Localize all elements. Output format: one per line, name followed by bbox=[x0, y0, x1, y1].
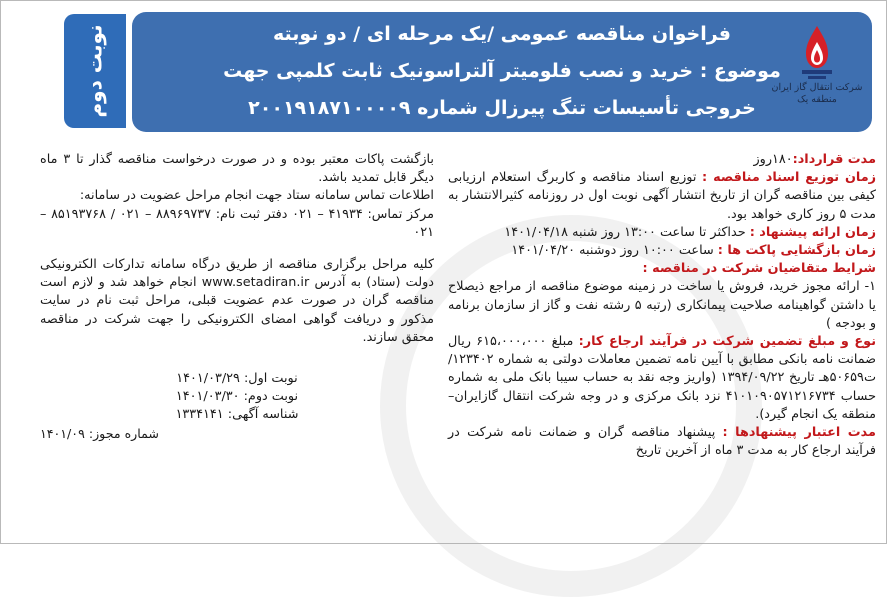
logo-text-region: منطقه یک bbox=[797, 94, 837, 105]
conditions-label: شرایط متقاضیان شرکت در مناقصه : bbox=[642, 261, 876, 277]
flame-emblem-icon bbox=[794, 24, 840, 82]
left-column bbox=[40, 151, 434, 443]
submission-paragraph bbox=[448, 224, 876, 242]
process-text-before: کلیه مراحل برگزاری مناقصه از طریق درگاه سامانه تدارکات الکترونیکی دولت (ستاد) به آدرس bbox=[40, 257, 434, 291]
conditions-text: ۱- ارائه مجوز خرید، فروش یا ساخت در زمینه موضوع مناقصه از مراجع ذیصلاح یا داشتن گواهینامه صلاحیت پیمانکاری (رتبه ۵ رشته نفت و گاز از سازمان برنامه و بودجه ) bbox=[448, 279, 876, 331]
first-round-date: نوبت اول: ۱۴۰۱/۰۳/۲۹ bbox=[176, 371, 298, 387]
guarantee-label: نوع و مبلغ تضمین شرکت در فرآیند ارجاع کار: bbox=[578, 334, 876, 350]
submission-text: حداکثر تا ساعت ۱۳:۰۰ روز شنبه ۱۴۰۱/۰۴/۱۸ bbox=[504, 224, 746, 240]
right-column bbox=[448, 151, 876, 460]
opening-label: زمان بازگشایی پاکت ها : bbox=[717, 243, 876, 259]
duration-label: مدت قرارداد: bbox=[792, 152, 876, 167]
continuation-text: بازگشت پاکات معتبر بوده و در صورت درخواست مناقصه گذار تا ۳ ماه دیگر قابل تمدید باشد. bbox=[40, 152, 434, 186]
ad-id: شناسه آگهی: ۱۳۳۴۱۴۱ bbox=[175, 407, 299, 423]
round-tab-label: نوبت دوم bbox=[83, 24, 108, 118]
opening-paragraph bbox=[448, 242, 876, 260]
second-round-date: نوبت دوم: ۱۴۰۱/۰۳/۳۰ bbox=[175, 389, 299, 405]
permit-number bbox=[40, 425, 434, 443]
duration-paragraph bbox=[448, 151, 876, 169]
process-paragraph bbox=[40, 256, 434, 347]
setad-link[interactable]: www.setadiran.ir bbox=[201, 275, 310, 291]
contact-intro: اطلاعات تماس سامانه ستاد جهت انجام مراحل عضویت در سامانه: bbox=[79, 188, 434, 204]
company-logo bbox=[767, 24, 867, 124]
conditions-paragraph bbox=[448, 260, 876, 278]
header-banner bbox=[132, 12, 872, 132]
validity-text: پیشنهاد مناقصه گران و ضمانت نامه شرکت در فرآیند ارجاع کار به مدت ۳ ماه از آخرین تاریخ bbox=[448, 425, 876, 459]
distribution-label: زمان توزیع اسناد مناقصه : bbox=[702, 170, 876, 186]
validity-label: مدت اعتبار پیشنهادها : bbox=[722, 425, 876, 441]
validity-paragraph bbox=[448, 424, 876, 460]
distribution-paragraph bbox=[448, 169, 876, 224]
opening-text: ساعت ۱۰:۰۰ روز دوشنبه ۱۴۰۱/۰۴/۲۰ bbox=[511, 243, 714, 259]
permit-label: شماره مجوز: bbox=[88, 425, 159, 441]
distribution-text: توزیع اسناد مناقصه و کاربرگ استعلام ارزیابی کیفی بین مناقصه گران از تاریخ انتشار آگهی نوبت اول در روزنامه کثیرالانتشار به مدت ۵ روز کاری خواهد بود. bbox=[448, 170, 876, 222]
duration-value: ۱۸۰روز bbox=[753, 152, 793, 167]
header-line-3: خروجی تأسیسات تنگ پیرزال شماره ۲۰۰۱۹۱۸۷۱۰۰۰۰۹ bbox=[248, 97, 756, 119]
round-tab bbox=[64, 14, 126, 128]
logo-text-company: شرکت انتقال گاز ایران bbox=[771, 82, 863, 93]
guarantee-paragraph bbox=[448, 333, 876, 424]
permit-value: ۱۴۰۱/۰۹ bbox=[40, 425, 85, 441]
header-line-2: موضوع : خرید و نصب فلومیتر آلتراسونیک ثابت کلمپی جهت bbox=[223, 60, 781, 82]
header-line-1: فراخوان مناقصه عمومی /یک مرحله ای / دو نوبته bbox=[273, 23, 731, 45]
contact-details: مرکز تماس: ۴۱۹۳۴ – ۰۲۱ دفتر ثبت نام: ۸۸۹۶۹۷۳۷ – ۰۲۱ / ۸۵۱۹۳۷۶۸ – ۰۲۱ bbox=[40, 206, 434, 240]
process-text-after: انجام خواهد شد و لازم است مناقصه گران در صورت عدم عضویت قبلی، مراحل ثبت نام در سایت مذکور و دریافت گواهی امضای الکترونیکی را جهت شرکت در مناقصه محقق سازند. bbox=[40, 275, 434, 345]
submission-label: زمان ارائه پیشنهاد : bbox=[749, 224, 876, 240]
guarantee-text: مبلغ ۶۱۵،۰۰۰،۰۰۰ ریال ضمانت نامه بانکی مطابق با آیین نامه تضمین معاملات دولتی به شماره ۱۲۳۴۰۲/ت۵۰۶۵۹هـ تاریخ ۱۳۹۴/۰۹/۲۲ (واریز وجه نقد به حساب سیبا بانک ملی به شماره حساب ۴۱۰۱۰۹۰۵۷۱۲۱۶۷۳۴ نزد بانک مرکزی و در وجه شرکت انتقال گازایران–منطقه یک انجام گیرد). bbox=[448, 334, 877, 422]
